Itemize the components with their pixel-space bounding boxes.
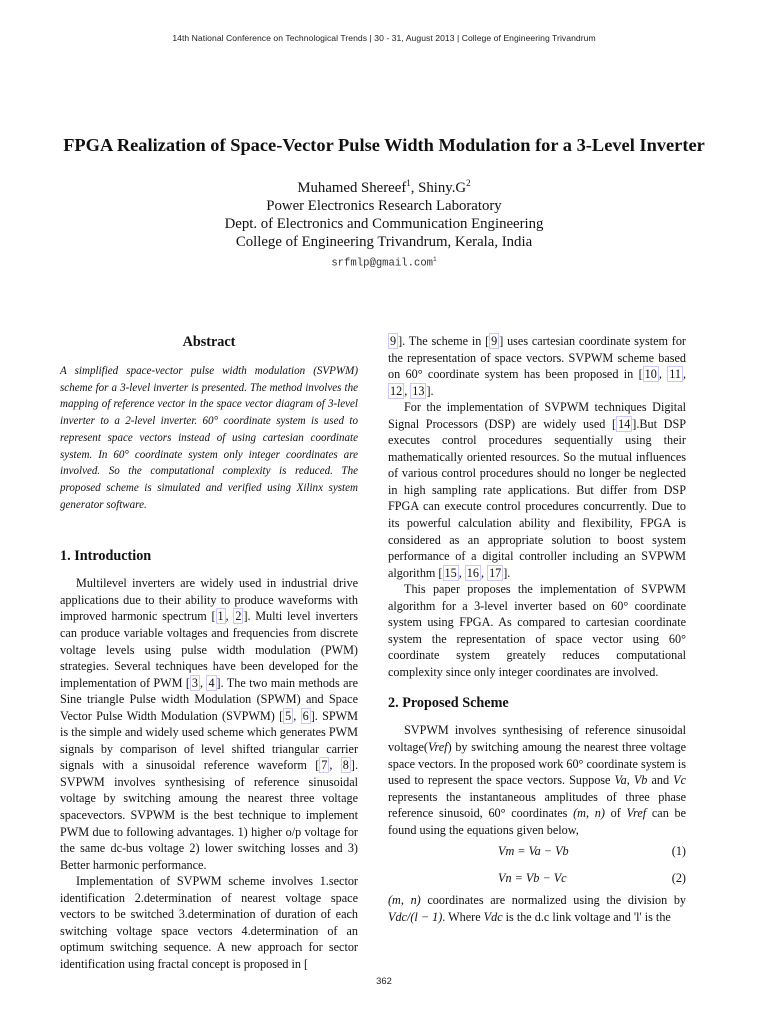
citation-link[interactable]: 2 <box>235 609 242 624</box>
abstract-text: A simplified space-vector pulse width modulation (SVPWM) scheme for a 3-level inverter is presented. The method involves the mapping of reference vector in the space vector diagram of 3-level inverter to a 2-level inverter. 60° coordinate system is used to represent space vectors instead of using cartesian coordinate system. In 60° coordinate system only integer coordinates are involved. So the computational complexity is reduced. The proposed scheme is simulated and verified using Xilinx system generator software. <box>60 365 358 511</box>
math-mn: (m, n) <box>573 806 605 821</box>
citation-link[interactable]: 11 <box>669 367 681 382</box>
math-vref: Vref <box>427 740 448 755</box>
citation-link[interactable]: 16 <box>466 565 479 580</box>
text-run: , <box>293 708 301 723</box>
citation-link[interactable]: 14 <box>618 416 631 431</box>
citation-link[interactable]: 13 <box>412 383 425 398</box>
equation-2-number: (2) <box>671 871 686 886</box>
equation-1-body: Vm = Va − Vb <box>498 844 569 859</box>
text-run: , <box>329 758 341 773</box>
affiliation-lab: Power Electronics Research Laboratory <box>266 197 502 214</box>
text-run: , <box>682 367 686 382</box>
text-run: ]. <box>426 383 434 398</box>
text-run: ) by switching amoung the nearest three voltage space vectors. In the proposed work 60° coordinate system is used to represent the space vectors. Suppose <box>388 740 686 788</box>
citation-link[interactable]: 15 <box>444 565 457 580</box>
equation-1 <box>388 838 686 865</box>
page-number: 362 <box>376 975 392 986</box>
text-run: coordinates are normalized using the division by <box>420 893 687 908</box>
section-heading-proposed-scheme: 2. Proposed Scheme <box>388 695 509 712</box>
text-run: , <box>404 383 411 398</box>
math-vc: Vc <box>673 773 687 788</box>
proposed-paragraph-2 <box>388 892 686 925</box>
text-run: of <box>604 806 627 821</box>
intro-paragraph-2 <box>60 873 358 972</box>
affiliation-college: College of Engineering Trivandrum, Kerala, India <box>235 233 533 250</box>
math-va-vb: Va, Vb <box>614 773 648 788</box>
paper-title: FPGA Realization of Space-Vector Pulse Width Modulation for a 3-Level Inverter <box>63 135 705 155</box>
author-separator: , <box>410 179 419 196</box>
citation-link[interactable]: 5 <box>285 708 292 723</box>
text-run: SVPWM involves synthesising of reference sinusoidal voltage( <box>388 723 686 755</box>
citation-link[interactable]: 6 <box>302 708 309 723</box>
citation-link[interactable]: 9 <box>390 334 397 348</box>
text-run: represents the instantaneous amplitudes of three phase reference sinusoid, 60° coordinates <box>388 789 686 821</box>
citation-link[interactable]: 17 <box>489 565 502 580</box>
email-sup: 1 <box>433 255 437 263</box>
intro-paragraph-1 <box>60 575 358 873</box>
author-2: Shiny.G <box>418 179 467 196</box>
math-vdc-normalizer: Vdc/(l − 1) <box>388 909 443 924</box>
math-vdc: Vdc <box>483 909 503 924</box>
citation-link[interactable]: 7 <box>321 758 328 773</box>
author-line <box>60 174 708 197</box>
text-run: ] uses cartesian coordinate system for the representation of space vectors. SVPWM scheme based on 60° coordinate system has been proposed in [ <box>388 334 686 382</box>
citation-link[interactable]: 8 <box>342 758 349 773</box>
text-run: ]. The scheme in [ <box>398 334 490 348</box>
text-run: ]. Multi level inverters can produce variable voltages and frequencies from discrete voltage levels using pulse width modulation (PWM) strategies. Several techniques have been developed for the implementation of PWM [ <box>60 609 358 690</box>
author-1-sup: 1 <box>406 178 411 188</box>
author-2-sup: 2 <box>466 178 471 188</box>
equation-1-number: (1) <box>671 844 686 859</box>
equation-2-body: Vn = Vb − Vc <box>498 871 567 886</box>
text-run: ]. The two main methods are Sine triangle Pulse width Modulation (SPWM) and Space Vector Pulse Width Modulation (SVPWM) [ <box>60 675 359 723</box>
text-run: Multilevel inverters are widely used in industrial drive applications due to their ability to produce waveforms with improved harmonic spectrum [ <box>60 576 358 624</box>
text-run: ]. <box>503 565 511 580</box>
email-line <box>60 251 708 273</box>
text-run: ]. SVPWM involves synthesising of reference sinusoidal voltage by switching amoung the nearest three voltage spacevectors. SVPWM is the best technique to implement PWM due to following advantages. 1) higher o/p voltage for the same dc-bus voltage 2) lower switching losses and 3) Better harmonic performance. <box>60 758 358 872</box>
text-run: . Where <box>442 909 484 924</box>
math-vref: Vref <box>626 806 647 821</box>
citation-link[interactable]: 12 <box>390 383 403 398</box>
affiliation-dept: Dept. of Electronics and Communication Engineering <box>224 215 544 232</box>
email-address[interactable]: srfmlp@gmail.com <box>331 257 434 270</box>
text-run: and <box>647 773 674 788</box>
left-column <box>60 333 358 972</box>
equation-2 <box>388 865 686 892</box>
intro-paragraph-4: This paper proposes the implementation of SVPWM algorithm for a 3-level inverter based on 60° coordinate system using FPGA. As compared to cartesian coordinate system the representation of space vector using 60° coordinate system greately reduces computational complexity since only integer coordinates are involved. <box>388 582 686 679</box>
text-run: , <box>458 565 465 580</box>
intro-paragraph-3 <box>388 399 686 581</box>
text-run: , <box>225 609 234 624</box>
running-header: 14th National Conference on Technological Trends | 30 - 31, August 2013 | College of Engineering Trivandrum <box>172 33 596 43</box>
abstract-heading: Abstract <box>182 334 236 350</box>
text-run: , <box>658 367 668 382</box>
text-run: is the d.c link voltage and 'l' is the <box>502 909 671 924</box>
citation-link[interactable]: 10 <box>644 367 657 382</box>
author-1: Muhamed Shereef <box>297 179 407 196</box>
text-run: can be found using the equations given below, <box>388 806 687 837</box>
text-run: , <box>200 675 207 690</box>
citation-link[interactable]: 1 <box>217 609 224 624</box>
section-heading-introduction: 1. Introduction <box>60 548 152 565</box>
citation-link[interactable]: 9 <box>491 334 498 348</box>
text-run: ].But DSP executes control procedures sequentially using their mathematically oriented resources. So the mutual influences of various control procedures should no longer be neglected in high sampling rate applications. But differ from DSP FPGA can execute control procedures concurrently. Due to its powerful calculation ability and flexibility, FPGA is considered as an appropriate solution to boost system performance of a digital controller including an SVPWM algorithm [ <box>388 416 687 580</box>
proposed-paragraph-1 <box>388 722 686 838</box>
text-run: For the implementation of SVPWM techniques Digital Signal Processors (DSP) are widely used [ <box>388 400 686 431</box>
citation-link[interactable]: 3 <box>191 675 199 690</box>
intro-paragraph-2-continued <box>388 333 686 399</box>
math-mn: (m, n) <box>388 893 421 908</box>
citation-link[interactable]: 4 <box>208 675 215 690</box>
text-run: Implementation of SVPWM scheme involves 1.sector identification 2.determination of nearest voltage space vectors to be switched 3.determination of duration of each switching voltage space vectors 4.determination of an optimum switching sequence. A new approach for sector identification using fractal concept is proposed in [ <box>60 874 358 971</box>
title-block <box>60 133 708 272</box>
right-column <box>388 333 686 925</box>
text-run: , <box>480 565 488 580</box>
text-run: ]. SPWM is the simple and widely used scheme which generates PWM signals by comparison of level shifted triangular carrier signals with a sinusoidal reference waveform [ <box>60 708 358 773</box>
